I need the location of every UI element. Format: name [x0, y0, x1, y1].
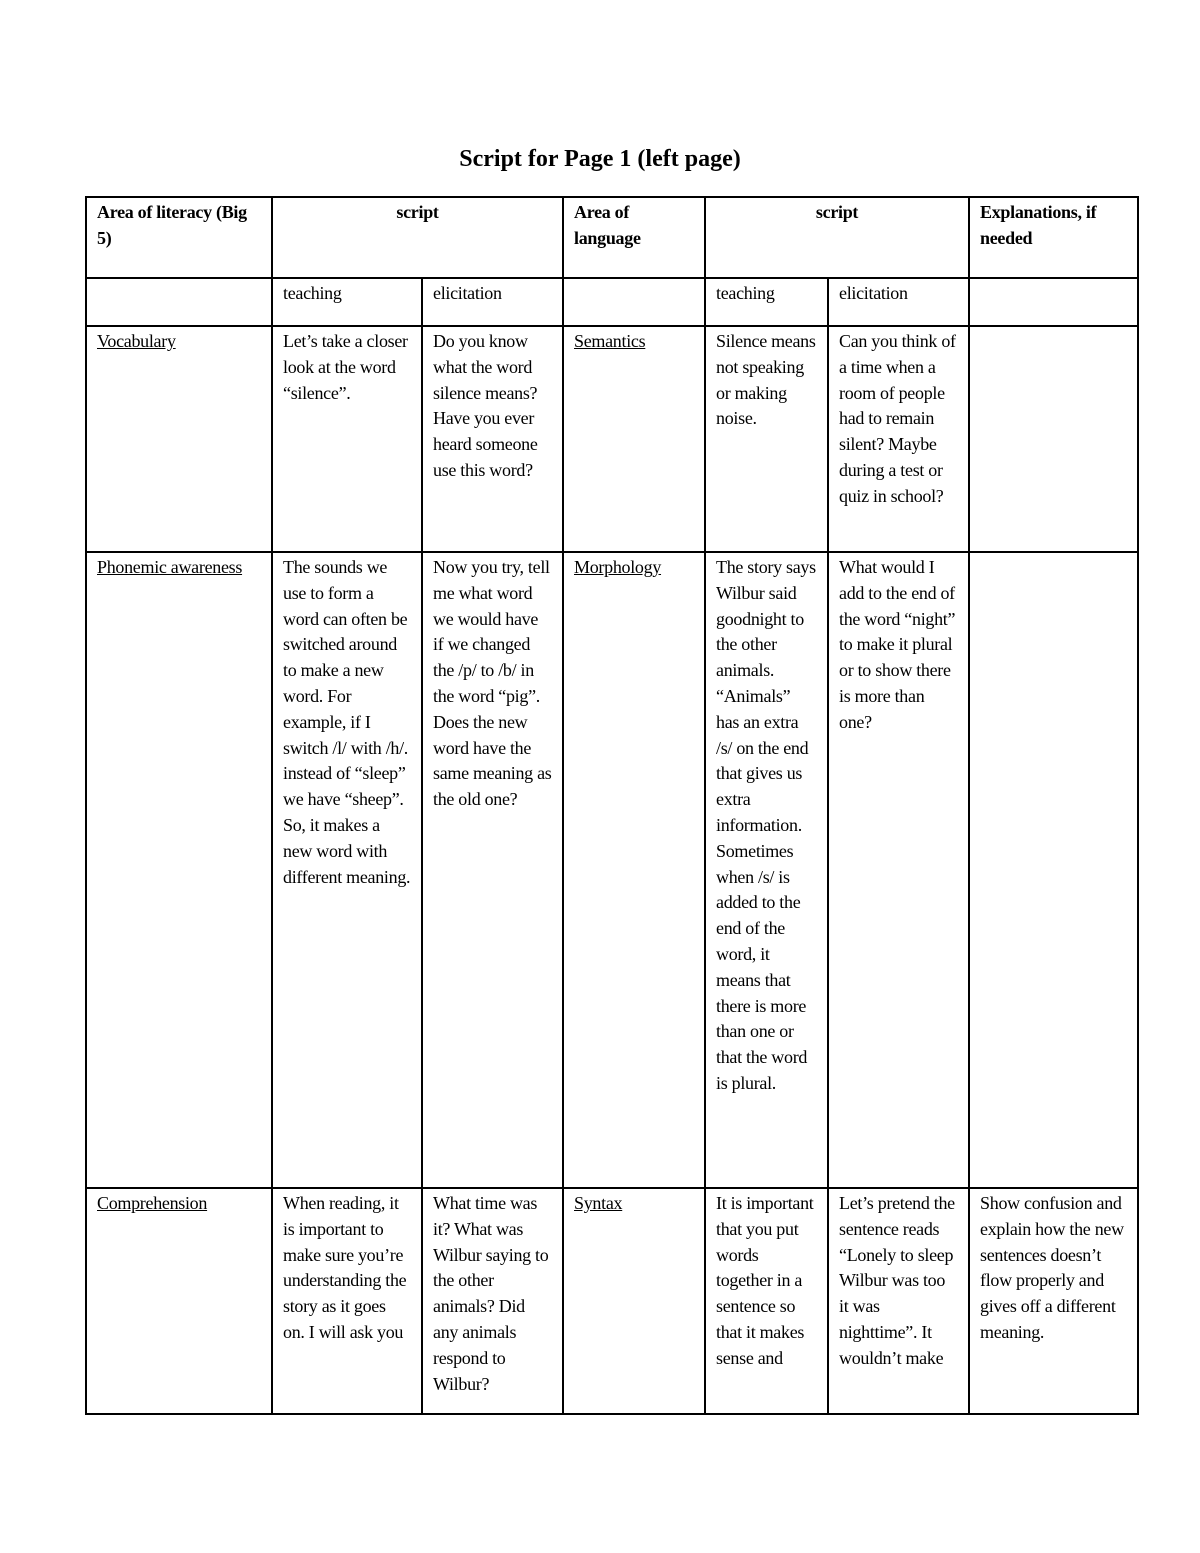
language-elicitation-cell: Can you think of a time when a room of people had to remain silent? Maybe during a test or quiz in school?: [828, 326, 969, 552]
subheader-empty-cell: [86, 278, 272, 326]
language-area-cell: Syntax: [563, 1188, 705, 1414]
literacy-teaching-cell: Let’s take a closer look at the word “silence”.: [272, 326, 422, 552]
literacy-teaching-cell: The sounds we use to form a word can often be switched around to make a new word. For example, if I switch /l/ with /h/. instead of “sleep” we have “sheep”. So, it makes a new word with different meaning.: [272, 552, 422, 1188]
explanation-cell: [969, 552, 1138, 1188]
subheader-teaching-language: teaching: [705, 278, 828, 326]
subheader-empty-cell: [969, 278, 1138, 326]
literacy-teaching-cell: When reading, it is important to make sure you’re understanding the story as it goes on. I will ask you: [272, 1188, 422, 1414]
script-table: [85, 196, 1139, 1415]
language-elicitation-cell: What would I add to the end of the word “night” to make it plural or to show there is more than one?: [828, 552, 969, 1188]
explanation-cell: Show confusion and explain how the new sentences doesn’t flow properly and gives off a different meaning.: [969, 1188, 1138, 1414]
table-row: [86, 552, 1138, 1188]
literacy-area-cell: Comprehension: [86, 1188, 272, 1414]
literacy-elicitation-cell: Do you know what the word silence means? Have you ever heard someone use this word?: [422, 326, 563, 552]
language-teaching-cell: Silence means not speaking or making noise.: [705, 326, 828, 552]
subheader-elicitation-literacy: elicitation: [422, 278, 563, 326]
header-area-of-language: Area of language: [563, 197, 705, 278]
literacy-elicitation-cell: Now you try, tell me what word we would have if we changed the /p/ to /b/ in the word “pig”. Does the new word have the same meaning as the old one?: [422, 552, 563, 1188]
header-script-literacy: script: [272, 197, 563, 278]
header-script-language: script: [705, 197, 969, 278]
explanation-cell: [969, 326, 1138, 552]
language-teaching-cell: The story says Wilbur said goodnight to the other animals. “Animals” has an extra /s/ on the end that gives us extra information. Sometimes when /s/ is added to the end of the word, it means that there is more than one or that the word is plural.: [705, 552, 828, 1188]
language-area-cell: Semantics: [563, 326, 705, 552]
language-elicitation-cell: Let’s pretend the sentence reads “Lonely to sleep Wilbur was too it was nighttime”. It wouldn’t make: [828, 1188, 969, 1414]
language-teaching-cell: It is important that you put words together in a sentence so that it makes sense and: [705, 1188, 828, 1414]
subheader-teaching-literacy: teaching: [272, 278, 422, 326]
literacy-elicitation-cell: What time was it? What was Wilbur saying to the other animals? Did any animals respond to Wilbur?: [422, 1188, 563, 1414]
table-row: [86, 326, 1138, 552]
literacy-area-cell: Phonemic awareness: [86, 552, 272, 1188]
subheader-empty-cell: [563, 278, 705, 326]
table-header-row: [86, 197, 1138, 278]
subheader-elicitation-language: elicitation: [828, 278, 969, 326]
literacy-area-cell: Vocabulary: [86, 326, 272, 552]
table-subheader-row: [86, 278, 1138, 326]
page-title: Script for Page 1 (left page): [459, 146, 741, 172]
table-row: [86, 1188, 1138, 1414]
header-explanations: Explanations, if needed: [969, 197, 1138, 278]
header-area-of-literacy: Area of literacy (Big 5): [86, 197, 272, 278]
language-area-cell: Morphology: [563, 552, 705, 1188]
